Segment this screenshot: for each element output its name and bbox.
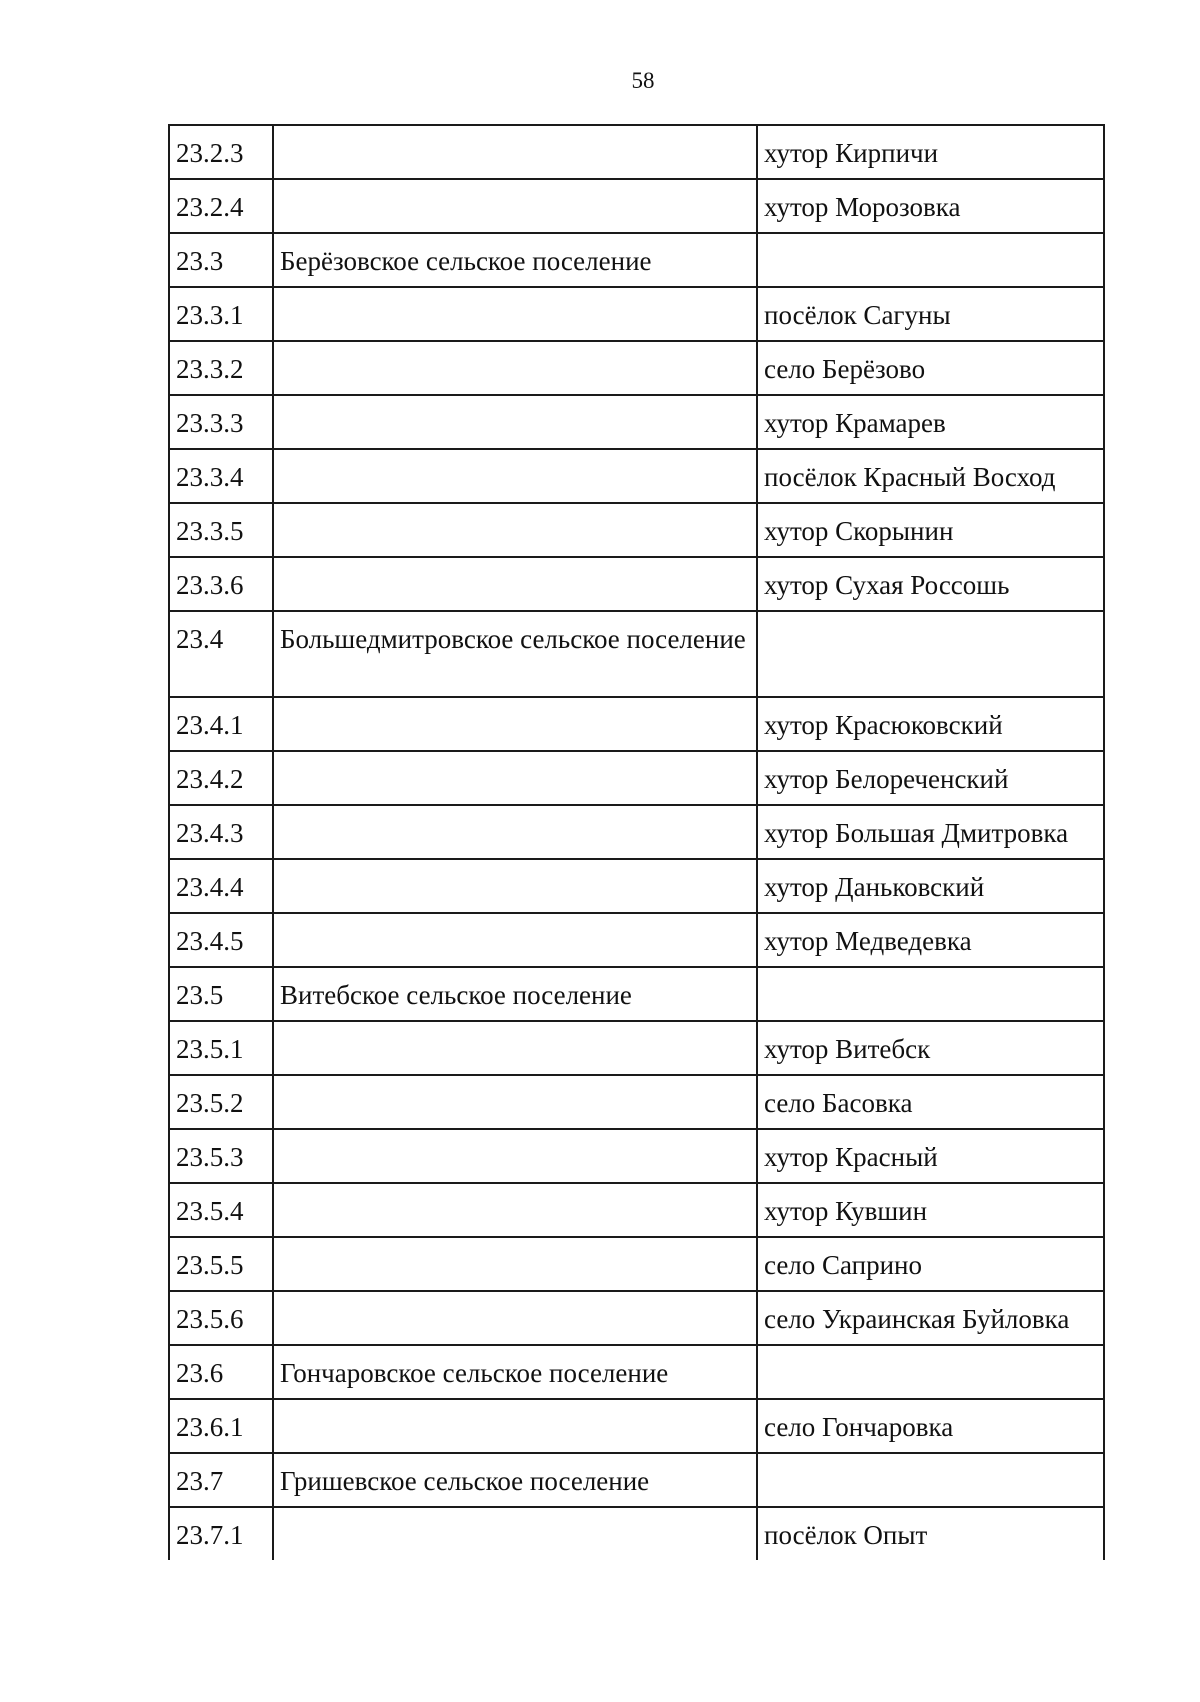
row-number: 23.5.4: [169, 1183, 273, 1237]
row-number: 23.5.6: [169, 1291, 273, 1345]
locality-name: [757, 1345, 1104, 1399]
table-row: [169, 449, 1104, 503]
settlement-name: [273, 805, 757, 859]
table-row: [169, 859, 1104, 913]
table-row: [169, 751, 1104, 805]
settlement-name: [273, 179, 757, 233]
row-number: 23.5.1: [169, 1021, 273, 1075]
row-number: 23.4.4: [169, 859, 273, 913]
settlements-table: [168, 124, 1105, 1560]
settlement-name: [273, 697, 757, 751]
table-row: [169, 697, 1104, 751]
table-row: [169, 1237, 1104, 1291]
locality-name: хутор Красюковский: [757, 697, 1104, 751]
table-row: [169, 1453, 1104, 1507]
locality-name: [757, 1453, 1104, 1507]
row-number: 23.3.4: [169, 449, 273, 503]
row-number: 23.6.1: [169, 1399, 273, 1453]
locality-name: хутор Большая Дмитровка: [757, 805, 1104, 859]
settlement-name: Гришевское сельское поселение: [273, 1453, 757, 1507]
table-row: [169, 1075, 1104, 1129]
settlement-name: [273, 913, 757, 967]
row-number: 23.3.3: [169, 395, 273, 449]
row-number: 23.5: [169, 967, 273, 1021]
locality-name: посёлок Красный Восход: [757, 449, 1104, 503]
settlement-name: [273, 395, 757, 449]
settlement-name: [273, 287, 757, 341]
settlement-name: [273, 557, 757, 611]
locality-name: хутор Кирпичи: [757, 125, 1104, 179]
settlement-name: Витебское сельское поселение: [273, 967, 757, 1021]
locality-name: хутор Скорынин: [757, 503, 1104, 557]
locality-name: село Украинская Буйловка: [757, 1291, 1104, 1345]
row-number: 23.6: [169, 1345, 273, 1399]
locality-name: село Гончаровка: [757, 1399, 1104, 1453]
settlement-name: [273, 1399, 757, 1453]
row-number: 23.5.3: [169, 1129, 273, 1183]
locality-name: хутор Белореченский: [757, 751, 1104, 805]
row-number: 23.5.5: [169, 1237, 273, 1291]
row-number: 23.3.1: [169, 287, 273, 341]
table-row: [169, 1507, 1104, 1560]
locality-name: хутор Даньковский: [757, 859, 1104, 913]
table-row: [169, 913, 1104, 967]
row-number: 23.2.4: [169, 179, 273, 233]
settlement-name: [273, 449, 757, 503]
locality-name: село Берёзово: [757, 341, 1104, 395]
row-number: 23.2.3: [169, 125, 273, 179]
locality-name: [757, 233, 1104, 287]
table-row: [169, 1345, 1104, 1399]
table-row: [169, 395, 1104, 449]
locality-name: хутор Сухая Россошь: [757, 557, 1104, 611]
table-row: [169, 1183, 1104, 1237]
row-number: 23.4: [169, 611, 273, 697]
settlement-name: [273, 503, 757, 557]
settlement-name: [273, 1507, 757, 1560]
locality-name: [757, 967, 1104, 1021]
settlement-name: [273, 859, 757, 913]
locality-name: хутор Крамарев: [757, 395, 1104, 449]
settlement-name: Большедмитровское сельское поселение: [273, 611, 757, 697]
row-number: 23.5.2: [169, 1075, 273, 1129]
table-row: [169, 1291, 1104, 1345]
settlement-name: [273, 1075, 757, 1129]
locality-name: хутор Морозовка: [757, 179, 1104, 233]
row-number: 23.4.3: [169, 805, 273, 859]
row-number: 23.3.2: [169, 341, 273, 395]
table-row: [169, 125, 1104, 179]
row-number: 23.4.5: [169, 913, 273, 967]
row-number: 23.7: [169, 1453, 273, 1507]
table-row: [169, 805, 1104, 859]
locality-name: [757, 611, 1104, 697]
page-number: 58: [631, 68, 655, 93]
settlement-name: [273, 751, 757, 805]
locality-name: село Саприно: [757, 1237, 1104, 1291]
table-row: [169, 341, 1104, 395]
row-number: 23.4.1: [169, 697, 273, 751]
table-row: [169, 557, 1104, 611]
locality-name: хутор Медведевка: [757, 913, 1104, 967]
locality-name: посёлок Сагуны: [757, 287, 1104, 341]
settlement-name: [273, 1183, 757, 1237]
settlement-name: [273, 1291, 757, 1345]
settlement-name: [273, 1021, 757, 1075]
settlement-name: Гончаровское сельское поселение: [273, 1345, 757, 1399]
row-number: 23.4.2: [169, 751, 273, 805]
locality-name: хутор Кувшин: [757, 1183, 1104, 1237]
table-row: [169, 179, 1104, 233]
locality-name: посёлок Опыт: [757, 1507, 1104, 1560]
locality-name: хутор Красный: [757, 1129, 1104, 1183]
table-row: [169, 611, 1104, 697]
table-row: [169, 503, 1104, 557]
settlement-name: [273, 125, 757, 179]
settlement-name: Берёзовское сельское поселение: [273, 233, 757, 287]
row-number: 23.3.5: [169, 503, 273, 557]
row-number: 23.3: [169, 233, 273, 287]
locality-name: село Басовка: [757, 1075, 1104, 1129]
table-row: [169, 1021, 1104, 1075]
row-number: 23.7.1: [169, 1507, 273, 1560]
table-row: [169, 967, 1104, 1021]
table-row: [169, 233, 1104, 287]
settlement-name: [273, 341, 757, 395]
table-row: [169, 1399, 1104, 1453]
table-row: [169, 1129, 1104, 1183]
settlement-name: [273, 1129, 757, 1183]
table-row: [169, 287, 1104, 341]
settlement-name: [273, 1237, 757, 1291]
locality-name: хутор Витебск: [757, 1021, 1104, 1075]
row-number: 23.3.6: [169, 557, 273, 611]
